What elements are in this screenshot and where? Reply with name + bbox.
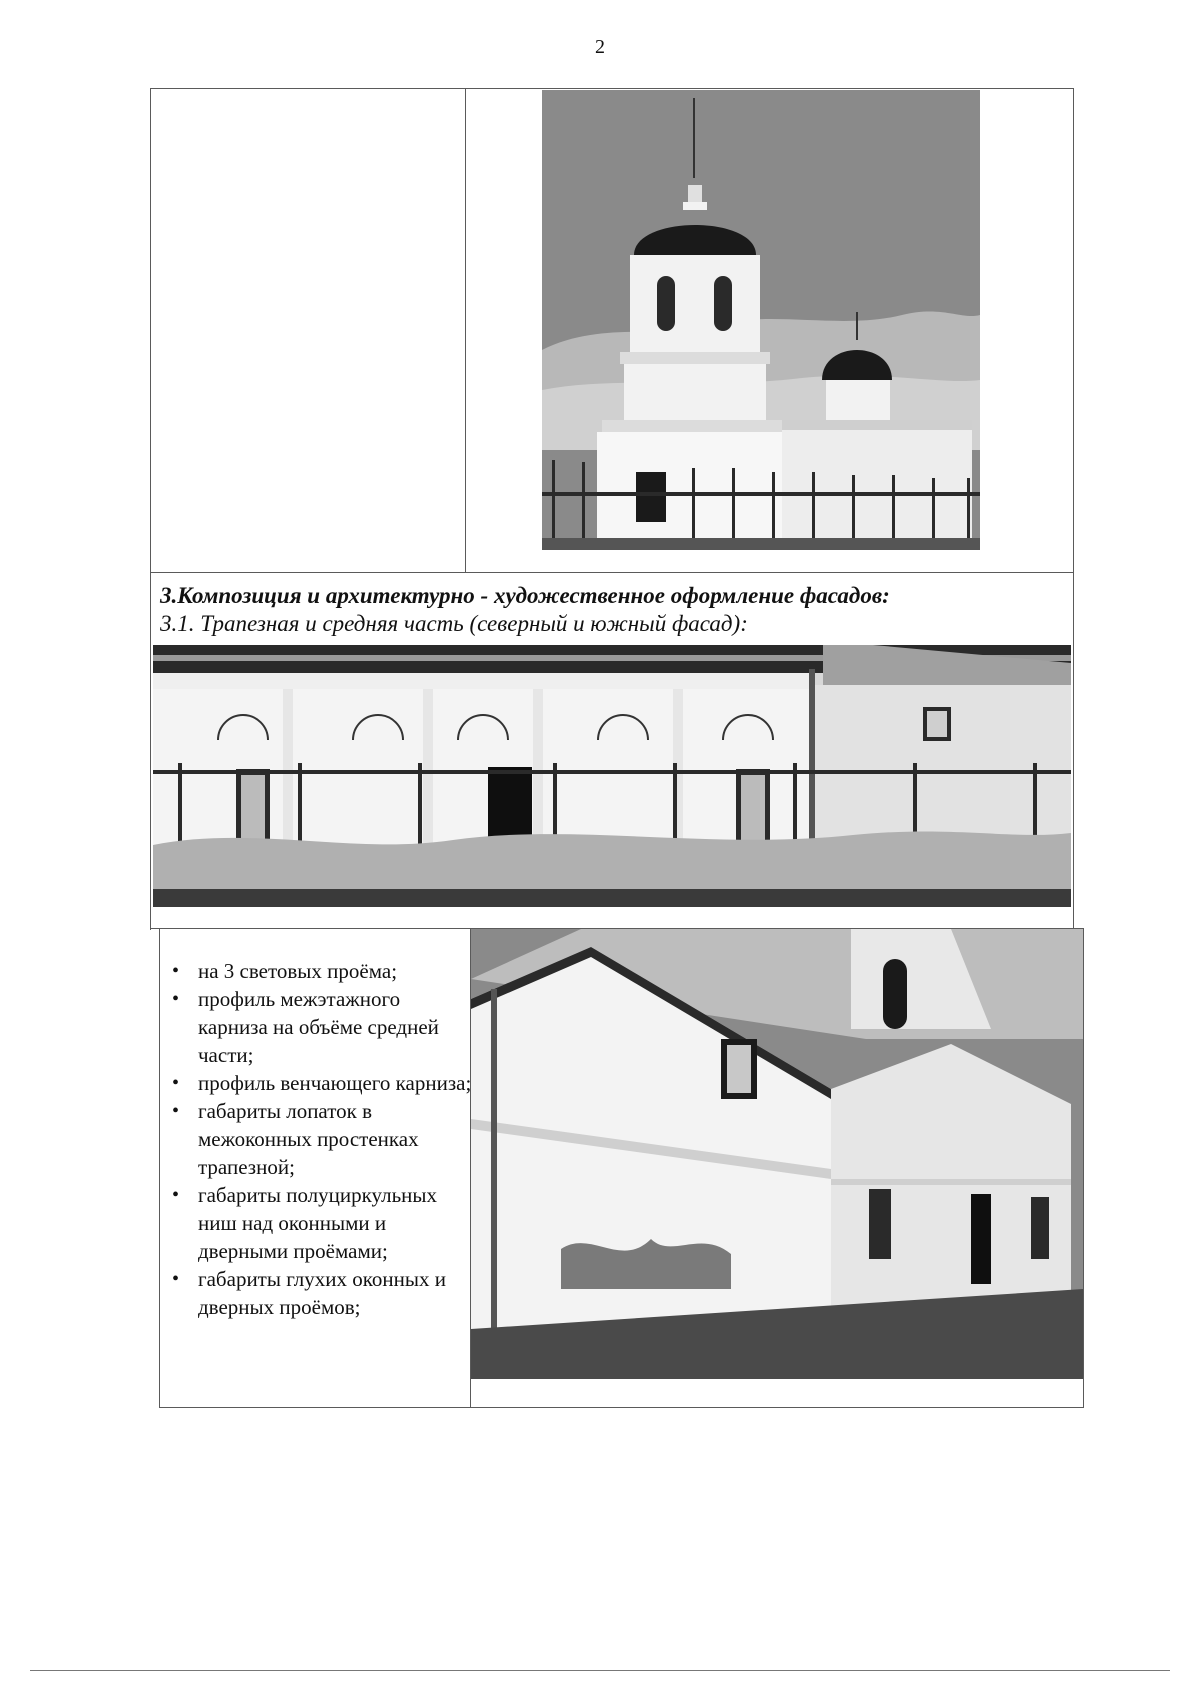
page-number: 2 [595, 36, 605, 58]
table-border-right-top [1073, 88, 1074, 572]
table-border-top [150, 88, 1074, 89]
section-subheading: 3.1. Трапезная и средняя часть (северный и южный фасад): [160, 611, 748, 636]
corner-photo [471, 929, 1083, 1379]
feature-list [160, 957, 472, 1321]
list-item: • профиль венчающего карниза; [160, 1069, 472, 1097]
table-cell-divider [465, 88, 466, 572]
church-photo [542, 90, 980, 550]
table-border-bottom [159, 1407, 1084, 1408]
section-heading: 3.Композиция и архитектурно - художественное оформление фасадов: [160, 583, 890, 608]
facade-photo [153, 645, 1071, 907]
list-item: • габариты лопаток в межоконных простенках трапезной; [160, 1097, 472, 1181]
section-heading-block [160, 582, 1080, 638]
list-item: • габариты полуциркульных ниш над оконными и дверными проёмами; [160, 1181, 472, 1265]
table-border-left-mid [150, 572, 151, 930]
page-bottom-rule [30, 1670, 1170, 1671]
list-item: • профиль межэтажного карниза на объёме средней части; [160, 985, 472, 1069]
list-item: • на 3 световых проёма; [160, 957, 472, 985]
list-item: • габариты глухих оконных и дверных проёмов; [160, 1265, 472, 1321]
table-border-right-bottom [1083, 928, 1084, 1408]
table-border-left-top [150, 88, 151, 572]
table-row-divider [150, 572, 1074, 573]
